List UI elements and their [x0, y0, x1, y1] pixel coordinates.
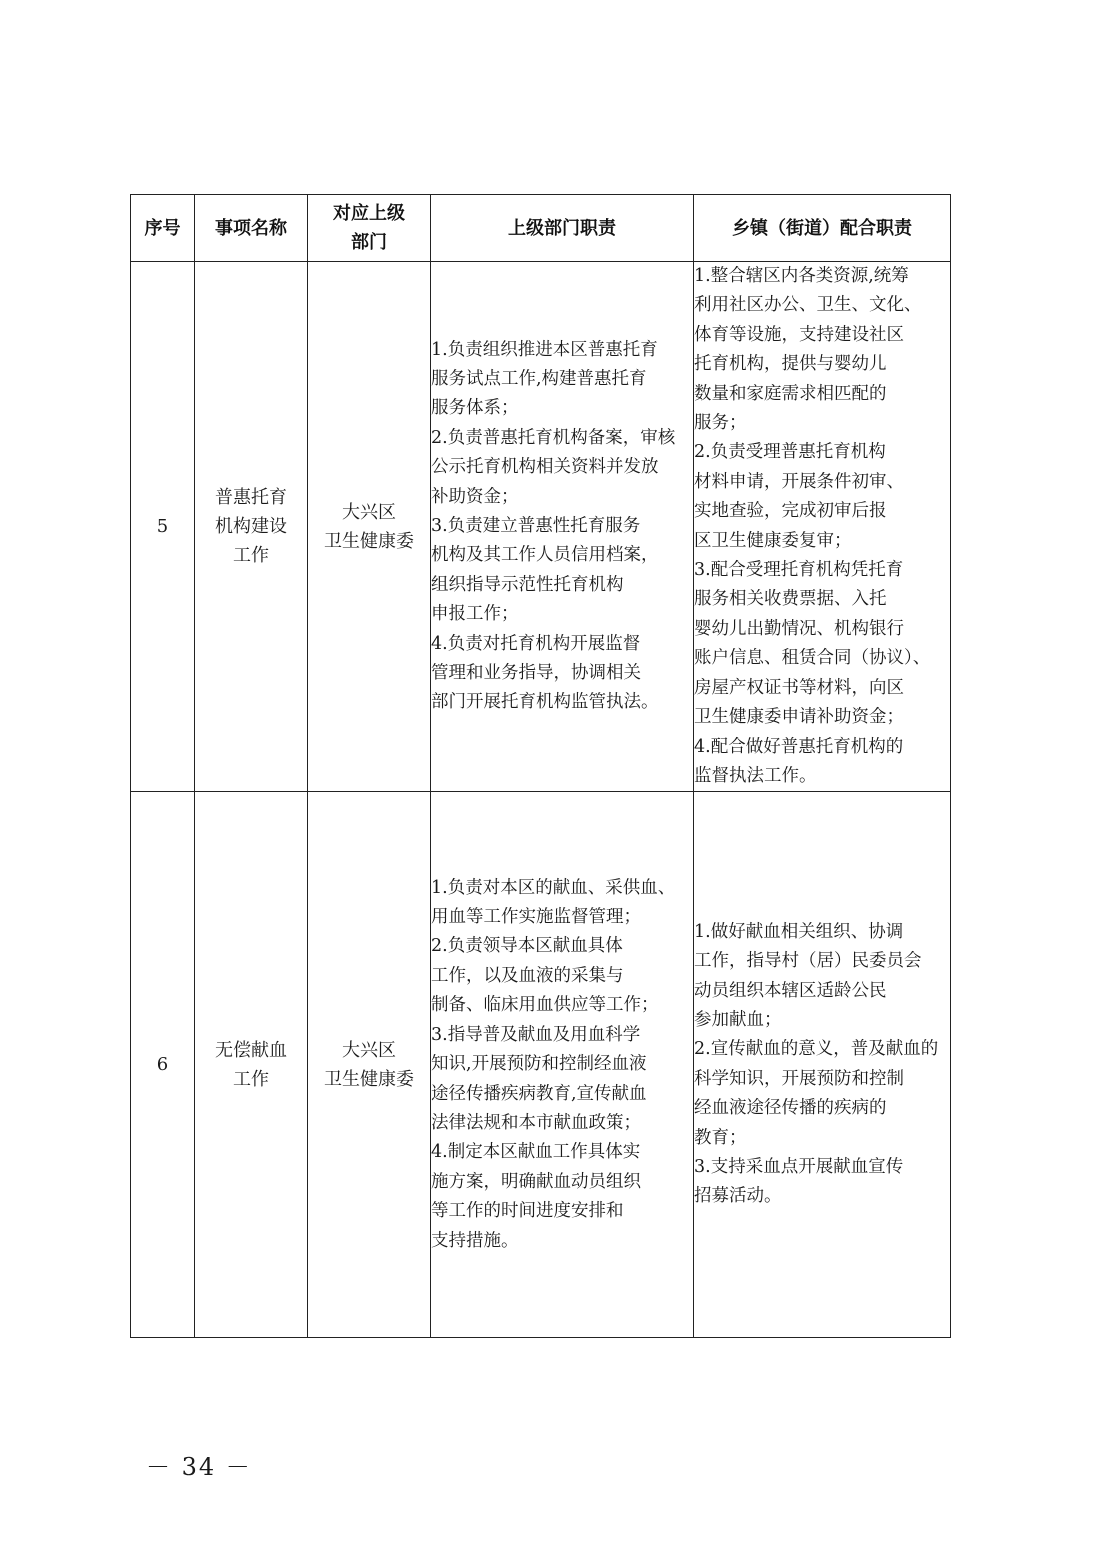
- text-line: 卫生健康委申请补助资金；: [694, 707, 904, 728]
- text-line: 工作: [233, 545, 269, 567]
- text-line: 动员组织本辖区适龄公民: [694, 980, 887, 1001]
- text-line: 大兴区: [342, 501, 396, 523]
- text-line: 补助资金；: [431, 486, 519, 507]
- text-line: 4.负责对托育机构开展监督: [431, 633, 641, 654]
- header-item-name: 事项名称: [195, 195, 308, 262]
- text-line: 3.指导普及献血及用血科学: [431, 1024, 641, 1045]
- header-seq: 序号: [131, 195, 195, 262]
- text-line: 3.配合受理托育机构凭托育: [694, 560, 904, 581]
- cell-upper-dept: [308, 792, 431, 1338]
- text-line: 3.支持采血点开展献血宣传: [694, 1157, 904, 1178]
- text-line: 数量和家庭需求相匹配的: [694, 383, 887, 404]
- cell-upper-dept: [308, 262, 431, 792]
- text-line: 制备、临床用血供应等工作；: [431, 995, 659, 1016]
- text-line: 1.做好献血相关组织、协调: [694, 921, 904, 942]
- header-upper-dept-line: 部门: [351, 232, 387, 253]
- text-line: 1.整合辖区内各类资源,统筹: [694, 266, 909, 286]
- cell-upper-duties: [431, 792, 694, 1338]
- text-line: 部门开展托育机构监管执法。: [431, 692, 659, 713]
- cell-item-name: [195, 262, 308, 792]
- text-line: 服务相关收费票据、入托: [694, 589, 887, 610]
- text-line: 大兴区: [342, 1039, 396, 1061]
- table-header-row: [131, 195, 951, 262]
- text-line: 教育；: [694, 1127, 747, 1148]
- text-line: 1.负责对本区的献血、采供血、: [431, 877, 676, 898]
- text-line: 服务体系；: [431, 398, 519, 419]
- text-line: 监督执法工作。: [694, 765, 817, 786]
- header-town-duties: 乡镇（街道）配合职责: [694, 195, 951, 262]
- text-line: 区卫生健康委复审；: [694, 530, 852, 551]
- text-line: 经血液途径传播的疾病的: [694, 1098, 887, 1119]
- text-line: 公示托育机构相关资料并发放: [431, 457, 659, 478]
- cell-seq: 6: [131, 792, 195, 1338]
- text-line: 3.负责建立普惠性托育服务: [431, 515, 641, 536]
- text-line: 工作，以及血液的采集与: [431, 965, 624, 986]
- text-line: 参加献血；: [694, 1010, 782, 1030]
- text-line: 体育等设施，支持建设社区: [694, 324, 904, 345]
- text-line: 利用社区办公、卫生、文化、: [694, 295, 922, 316]
- text-line: 卫生健康委: [324, 1068, 414, 1090]
- cell-town-duties: [694, 262, 951, 792]
- text-line: 申报工作；: [431, 604, 519, 625]
- text-line: 服务；: [694, 413, 747, 434]
- text-line: 1.负责组织推进本区普惠托育: [431, 339, 658, 360]
- text-line: 用血等工作实施监督管理；: [431, 907, 641, 928]
- text-line: 婴幼儿出勤情况、机构银行: [694, 618, 904, 639]
- text-line: 服务试点工作,构建普惠托育: [431, 368, 647, 389]
- text-line: 组织指导示范性托育机构: [431, 574, 624, 595]
- text-line: 机构建设: [215, 516, 287, 538]
- text-line: 等工作的时间进度安排和: [431, 1201, 624, 1222]
- text-line: 卫生健康委: [324, 530, 414, 552]
- header-upper-dept: [308, 195, 431, 262]
- text-line: 招募活动。: [694, 1186, 782, 1207]
- text-line: 2.负责受理普惠托育机构: [694, 442, 886, 463]
- text-line: 普惠托育: [215, 487, 287, 509]
- table-row: [131, 262, 951, 792]
- text-line: 实地查验，完成初审后报: [694, 501, 887, 522]
- text-line: 4.制定本区献血工作具体实: [431, 1142, 641, 1163]
- responsibility-table: [130, 194, 951, 1338]
- text-line: 施方案，明确献血动员组织: [431, 1171, 641, 1192]
- header-upper-dept-line: 对应上级: [333, 203, 405, 224]
- text-line: 途径传播疾病教育,宣传献血: [431, 1083, 647, 1104]
- text-line: 科学知识，开展预防和控制: [694, 1068, 904, 1089]
- text-line: 2.负责领导本区献血具体: [431, 936, 623, 957]
- header-upper-duties: 上级部门职责: [431, 195, 694, 262]
- text-line: 工作: [233, 1068, 269, 1090]
- text-line: 4.配合做好普惠托育机构的: [694, 736, 904, 757]
- text-line: 无偿献血: [215, 1039, 287, 1061]
- text-line: 知识,开展预防和控制经血液: [431, 1054, 647, 1075]
- cell-town-duties: [694, 792, 951, 1338]
- text-line: 房屋产权证书等材料，向区: [694, 677, 904, 698]
- cell-seq: 5: [131, 262, 195, 792]
- text-line: 管理和业务指导，协调相关: [431, 662, 641, 683]
- text-line: 机构及其工作人员信用档案，: [431, 545, 659, 566]
- text-line: 托育机构，提供与婴幼儿: [694, 354, 887, 375]
- text-line: 工作，指导村（居）民委员会: [694, 951, 922, 972]
- text-line: 法律法规和本市献血政策；: [431, 1112, 641, 1133]
- page-number: － 34 －: [146, 1453, 252, 1481]
- table-row: [131, 792, 951, 1338]
- text-line: 2.负责普惠托育机构备案，审核: [431, 427, 676, 448]
- cell-item-name: [195, 792, 308, 1338]
- text-line: 账户信息、租赁合同（协议）、: [694, 648, 931, 669]
- text-line: 2.宣传献血的意义，普及献血的: [694, 1039, 939, 1060]
- text-line: 支持措施。: [431, 1230, 519, 1251]
- cell-upper-duties: [431, 262, 694, 792]
- text-line: 材料申请，开展条件初审、: [694, 471, 904, 492]
